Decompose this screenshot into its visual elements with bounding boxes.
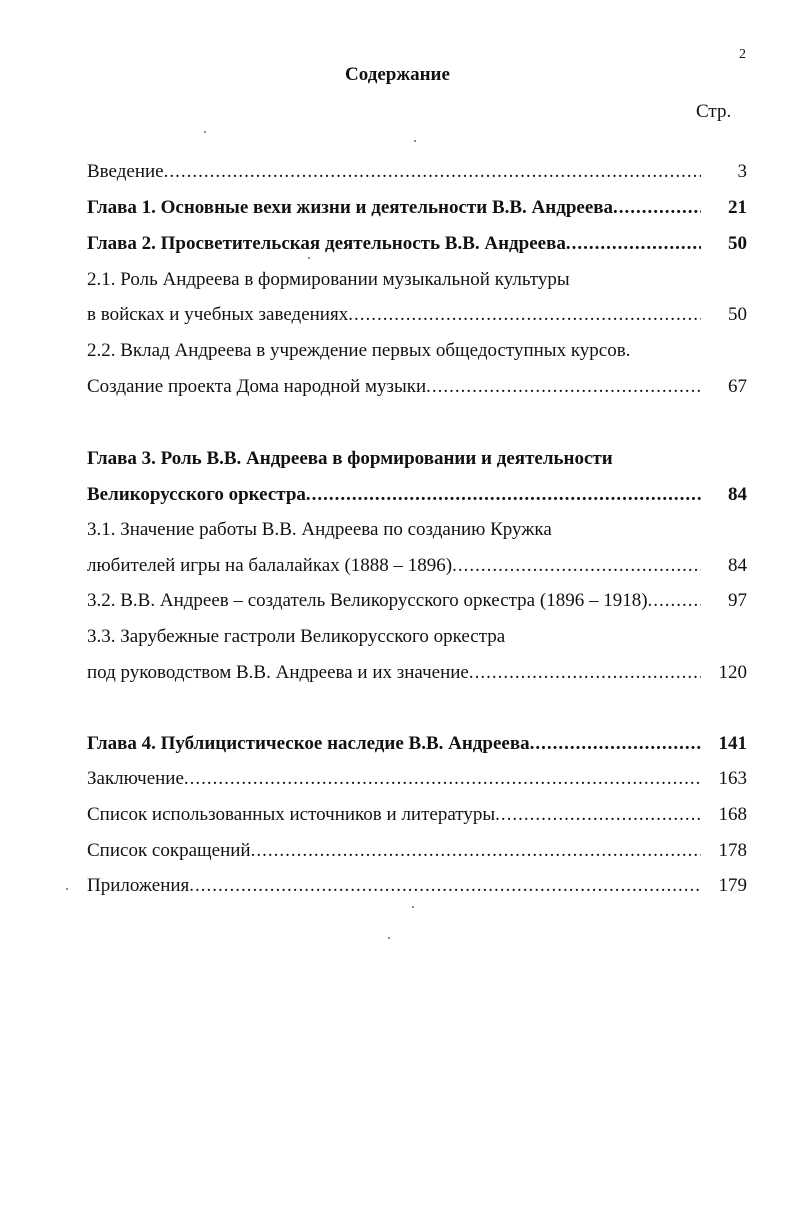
toc-entry-label: 3.2. В.В. Андреев – создатель Великорусского оркестра (1896 – 1918)	[87, 590, 648, 611]
toc-entry-continued[interactable]	[87, 445, 747, 473]
scan-speck	[412, 906, 414, 908]
toc-entry[interactable]	[87, 301, 747, 329]
toc-entry-page: 141	[718, 733, 747, 754]
toc-entry-page: 84	[728, 555, 747, 576]
toc-entry[interactable]	[87, 481, 747, 509]
toc-entry-continued[interactable]	[87, 337, 747, 365]
dot-leader	[164, 158, 701, 186]
dot-leader	[452, 552, 701, 580]
dot-leader	[566, 230, 701, 258]
page-number: 2	[739, 47, 746, 62]
toc-entry-label: 2.2. Вклад Андреева в учреждение первых общедоступных курсов.	[87, 340, 631, 361]
toc-entry-label: Глава 2. Просветительская деятельность В.В. Андреева	[87, 233, 566, 254]
toc-entry-page: 97	[728, 590, 747, 611]
toc-entry[interactable]	[87, 730, 747, 758]
dot-leader	[184, 765, 701, 793]
toc-entry-continued[interactable]	[87, 623, 747, 651]
dot-leader	[189, 872, 701, 900]
toc-entry-label: Приложения	[87, 875, 190, 896]
toc-entry-label: 3.1. Значение работы В.В. Андреева по созданию Кружка	[87, 519, 552, 540]
toc-entry-label: Глава 3. Роль В.В. Андреева в формировании и деятельности	[87, 448, 613, 469]
toc-entry-continued[interactable]	[87, 516, 747, 544]
toc-entry[interactable]	[87, 230, 747, 258]
scan-speck	[66, 888, 68, 890]
toc-entry-page: 179	[718, 875, 747, 896]
dot-leader	[469, 659, 701, 687]
toc-entry-page: 50	[728, 304, 747, 325]
scan-speck	[204, 131, 206, 133]
toc-entry-page: 84	[728, 484, 747, 505]
toc-entry-page: 168	[718, 804, 747, 825]
document-title: Содержание	[345, 64, 450, 85]
scan-speck	[414, 140, 416, 142]
toc-entry-label: Великорусского оркестра	[87, 484, 306, 505]
dot-leader	[306, 481, 701, 509]
toc-entry-continued[interactable]	[87, 266, 747, 294]
toc-entry[interactable]	[87, 587, 747, 615]
dot-leader	[426, 373, 701, 401]
toc-entry-label: любителей игры на балалайках (1888 – 1896)	[87, 555, 453, 576]
dot-leader	[495, 801, 701, 829]
dot-leader	[648, 587, 701, 615]
dot-leader	[613, 194, 701, 222]
toc-entry-label: Создание проекта Дома народной музыки	[87, 376, 427, 397]
toc-entry-label: Заключение	[87, 768, 184, 789]
toc-entry-page: 163	[718, 768, 747, 789]
toc-entry-label: Введение	[87, 161, 164, 182]
toc-entry[interactable]	[87, 837, 747, 865]
dot-leader	[530, 730, 701, 758]
dot-leader	[348, 301, 701, 329]
toc-entry[interactable]	[87, 194, 747, 222]
scan-speck	[308, 257, 310, 259]
toc-entry-page: 21	[728, 197, 747, 218]
toc-entry-label: Список использованных источников и литературы	[87, 804, 496, 825]
toc-entry-page: 67	[728, 376, 747, 397]
scan-speck	[388, 937, 390, 939]
toc-entry[interactable]	[87, 659, 747, 687]
toc-entry-page: 50	[728, 233, 747, 254]
toc-entry-label: Глава 4. Публицистическое наследие В.В. Андреева	[87, 733, 530, 754]
page-column-header: Стр.	[696, 101, 732, 122]
toc-entry-page: 120	[718, 662, 747, 683]
toc-entry-page: 3	[737, 161, 747, 182]
toc-entry-label: Глава 1. Основные вехи жизни и деятельности В.В. Андреева	[87, 197, 614, 218]
toc-entry[interactable]	[87, 373, 747, 401]
toc-entry-label: под руководством В.В. Андреева и их значение	[87, 662, 469, 683]
dot-leader	[251, 837, 701, 865]
toc-entry[interactable]	[87, 552, 747, 580]
toc-entry[interactable]	[87, 872, 747, 900]
toc-entry[interactable]	[87, 158, 747, 186]
toc-entry[interactable]	[87, 765, 747, 793]
toc-entry[interactable]	[87, 801, 747, 829]
toc-entry-label: 2.1. Роль Андреева в формировании музыкальной культуры	[87, 269, 570, 290]
toc-entry-page: 178	[718, 840, 747, 861]
toc-entry-label: Список сокращений	[87, 840, 251, 861]
toc-entry-label: 3.3. Зарубежные гастроли Великорусского оркестра	[87, 626, 506, 647]
toc-entry-label: в войсках и учебных заведениях	[87, 304, 349, 325]
